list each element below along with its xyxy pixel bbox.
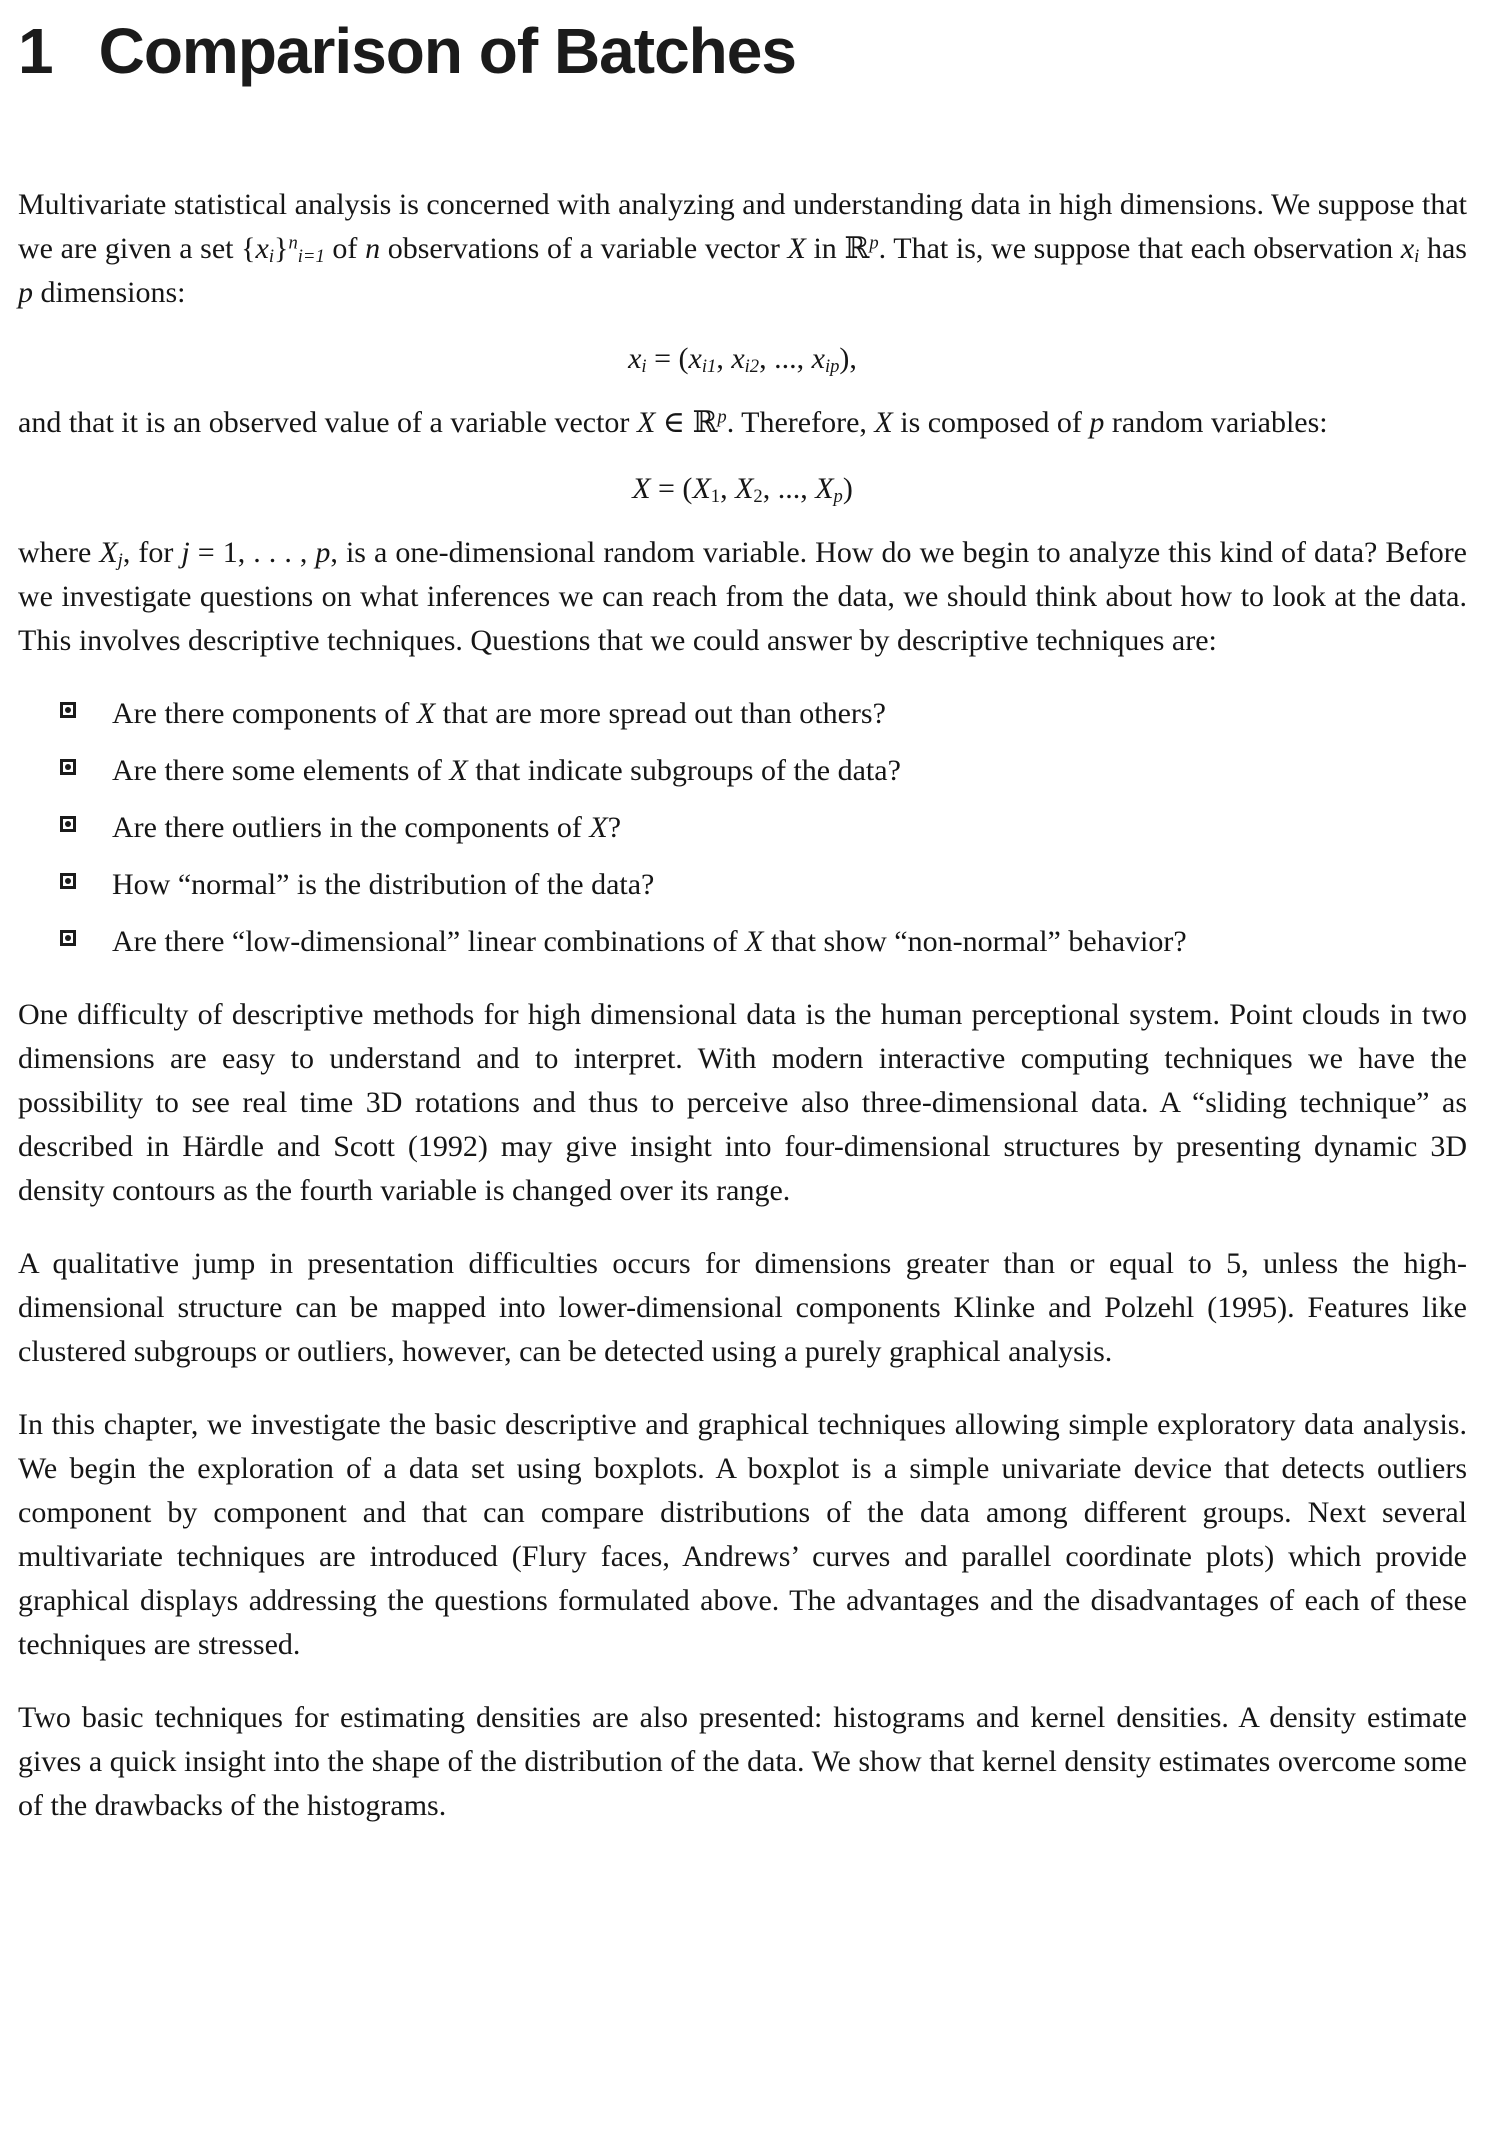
squared-dot-bullet-icon <box>60 816 76 832</box>
observed-value-paragraph: and that it is an observed value of a variable vector X ∈ ℝ$^p$. Therefore, X is composed of p random variables: <box>18 406 1328 439</box>
chapter-heading <box>18 12 1467 90</box>
squared-dot-bullet-icon <box>60 702 76 718</box>
chapter-overview-paragraph: In this chapter, we investigate the basic descriptive and graphical techniques allowing simple exploratory data analysis. We begin the exploration of a data set using boxplots. A boxplot is a simple univariate device that detects outliers component by component and that can compare distributions of the data among different groups. Next several multivariate techniques are introduced (Flury faces, Andrews’ curves and parallel coordinate plots) which provide graphical displays addressing the questions formulated above. The advantages and the disadvantages of each of these techniques are stressed. <box>18 1408 1467 1661</box>
list-item-text: Are there “low-dimensional” linear combinations of X that show “non-normal” behavior? <box>112 925 1187 958</box>
list-item <box>60 920 1467 964</box>
chapter-number: 1 <box>18 15 53 87</box>
squared-dot-bullet-icon <box>60 930 76 946</box>
equation-random-vector: $X = (X_1$, $X_2$, ..., $X_p$) <box>632 472 853 508</box>
list-item <box>60 749 1467 793</box>
list-item-text: Are there outliers in the components of X? <box>112 811 622 844</box>
qualitative-jump-paragraph: A qualitative jump in presentation difficulties occurs for dimensions greater than or equal to 5, unless the high-dimensional structure can be mapped into lower-dimensional components Klinke and Polzehl (1995). Features like clustered subgroups or outliers, however, can be detected using a purely graphical analysis. <box>18 1247 1467 1368</box>
intro-paragraph: Multivariate statistical analysis is concerned with analyzing and understanding data in high dimensions. We suppose that we are given a set $\{x_i\}^n_{i=1}$ of n observations of a variable vector X in ℝ$^p$. That is, we suppose that each observation $x_i$ has p dimensions: <box>18 188 1467 309</box>
squared-dot-bullet-icon <box>60 873 76 889</box>
list-item <box>60 692 1467 736</box>
equation-observation-vector: $x_i = (x_{i1}$, $x_{i2}$, ..., $x_{ip}$), <box>628 342 857 378</box>
density-techniques-paragraph: Two basic techniques for estimating densities are also presented: histograms and kernel densities. A density estimate gives a quick insight into the shape of the distribution of the data. We show that kernel density estimates overcome some of the drawbacks of the histograms. <box>18 1701 1467 1822</box>
list-item <box>60 863 1467 907</box>
list-item-text: Are there components of X that are more spread out than others? <box>112 697 886 730</box>
questions-list <box>18 692 1467 964</box>
squared-dot-bullet-icon <box>60 759 76 775</box>
perception-paragraph: One difficulty of descriptive methods for high dimensional data is the human perceptional system. Point clouds in two dimensions are easy to understand and to interpret. With modern interactive computing techniques we have the possibility to see real time 3D rotations and thus to perceive also three-dimensional data. A “sliding technique” as described in Härdle and Scott (1992) may give insight into four-dimensional structures by presenting dynamic 3D density contours as the fourth variable is changed over its range. <box>18 998 1467 1207</box>
list-item <box>60 806 1467 850</box>
descriptive-questions-paragraph: where $X_j$, for j = 1, . . . , p, is a one-dimensional random variable. How do we begin to analyze this kind of data? Before we investigate questions on what inferences we can reach from the data, we should think about how to look at the data. This involves descriptive techniques. Questions that we could answer by descriptive techniques are: <box>18 536 1467 657</box>
chapter-title: Comparison of Batches <box>98 15 796 87</box>
list-item-text: How “normal” is the distribution of the data? <box>112 868 655 901</box>
list-item-text: Are there some elements of X that indicate subgroups of the data? <box>112 754 901 787</box>
